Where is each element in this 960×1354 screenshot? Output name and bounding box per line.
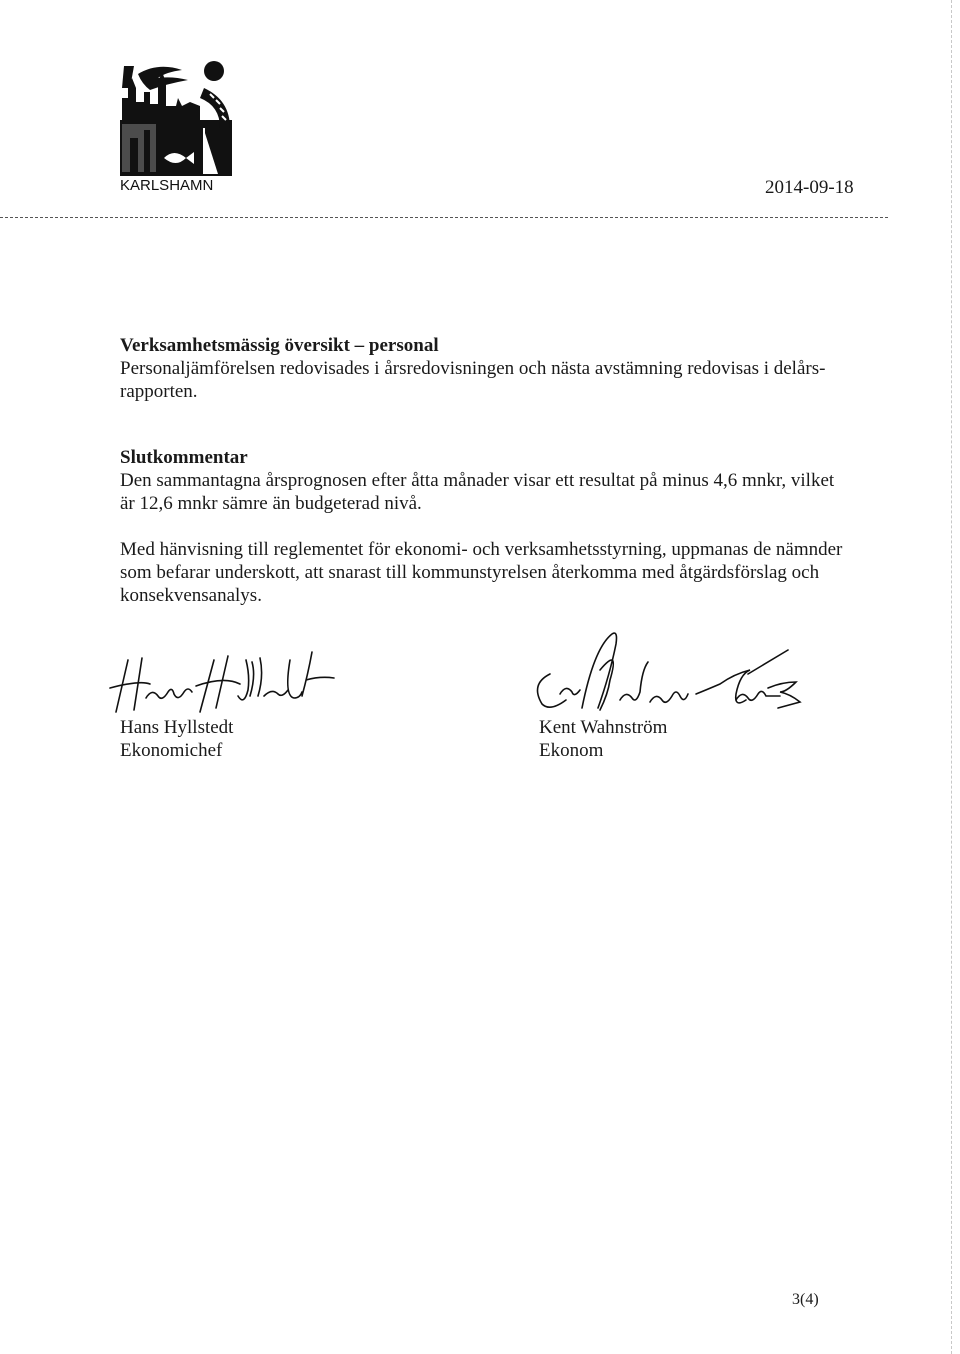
section-regulation-note — [120, 538, 860, 607]
paragraph-line: konsekvensanalys. — [120, 585, 262, 606]
paragraph-line: Personaljämförelsen redovisades i årsredovisningen och nästa avstämning redovisas i delårs- — [120, 358, 826, 379]
page-number: 3(4) — [792, 1291, 819, 1308]
section-personal-overview — [120, 334, 860, 403]
signatory-name: Hans Hyllstedt — [120, 717, 234, 738]
paragraph-line: rapporten. — [120, 381, 198, 402]
scan-edge-line — [951, 0, 952, 1354]
signature-block-left — [120, 716, 233, 762]
signature-block-right — [539, 716, 667, 762]
paragraph-line: som befarar underskott, att snarast till kommunstyrelsen återkomma med åtgärdsförslag och — [120, 562, 820, 583]
paragraph-line: Den sammantagna årsprognosen efter åtta månader visar ett resultat på minus 4,6 mnkr, vilket — [120, 470, 835, 491]
section-heading: Slutkommentar — [120, 447, 248, 468]
section-final-comment — [120, 446, 860, 515]
header-rule — [0, 217, 888, 218]
karlshamn-logo — [120, 58, 232, 198]
signatory-title: Ekonom — [539, 740, 604, 761]
section-heading: Verksamhetsmässig översikt – personal — [120, 335, 439, 356]
signatory-name: Kent Wahnström — [539, 717, 668, 738]
karlshamn-emblem-icon — [120, 58, 232, 176]
document-date: 2014-09-18 — [765, 177, 854, 198]
signatory-title: Ekonomichef — [120, 740, 223, 761]
paragraph-line: Med hänvisning till reglementet för ekonomi- och verksamhetsstyrning, uppmanas de nämnder — [120, 539, 843, 560]
handwritten-signature-kent-wahnstrom — [500, 630, 820, 730]
handwritten-signature-hans-hyllstedt — [88, 640, 348, 720]
paragraph-line: är 12,6 mnkr sämre än budgeterad nivå. — [120, 493, 422, 514]
logo-wordmark: KARLSHAMN — [120, 177, 214, 194]
